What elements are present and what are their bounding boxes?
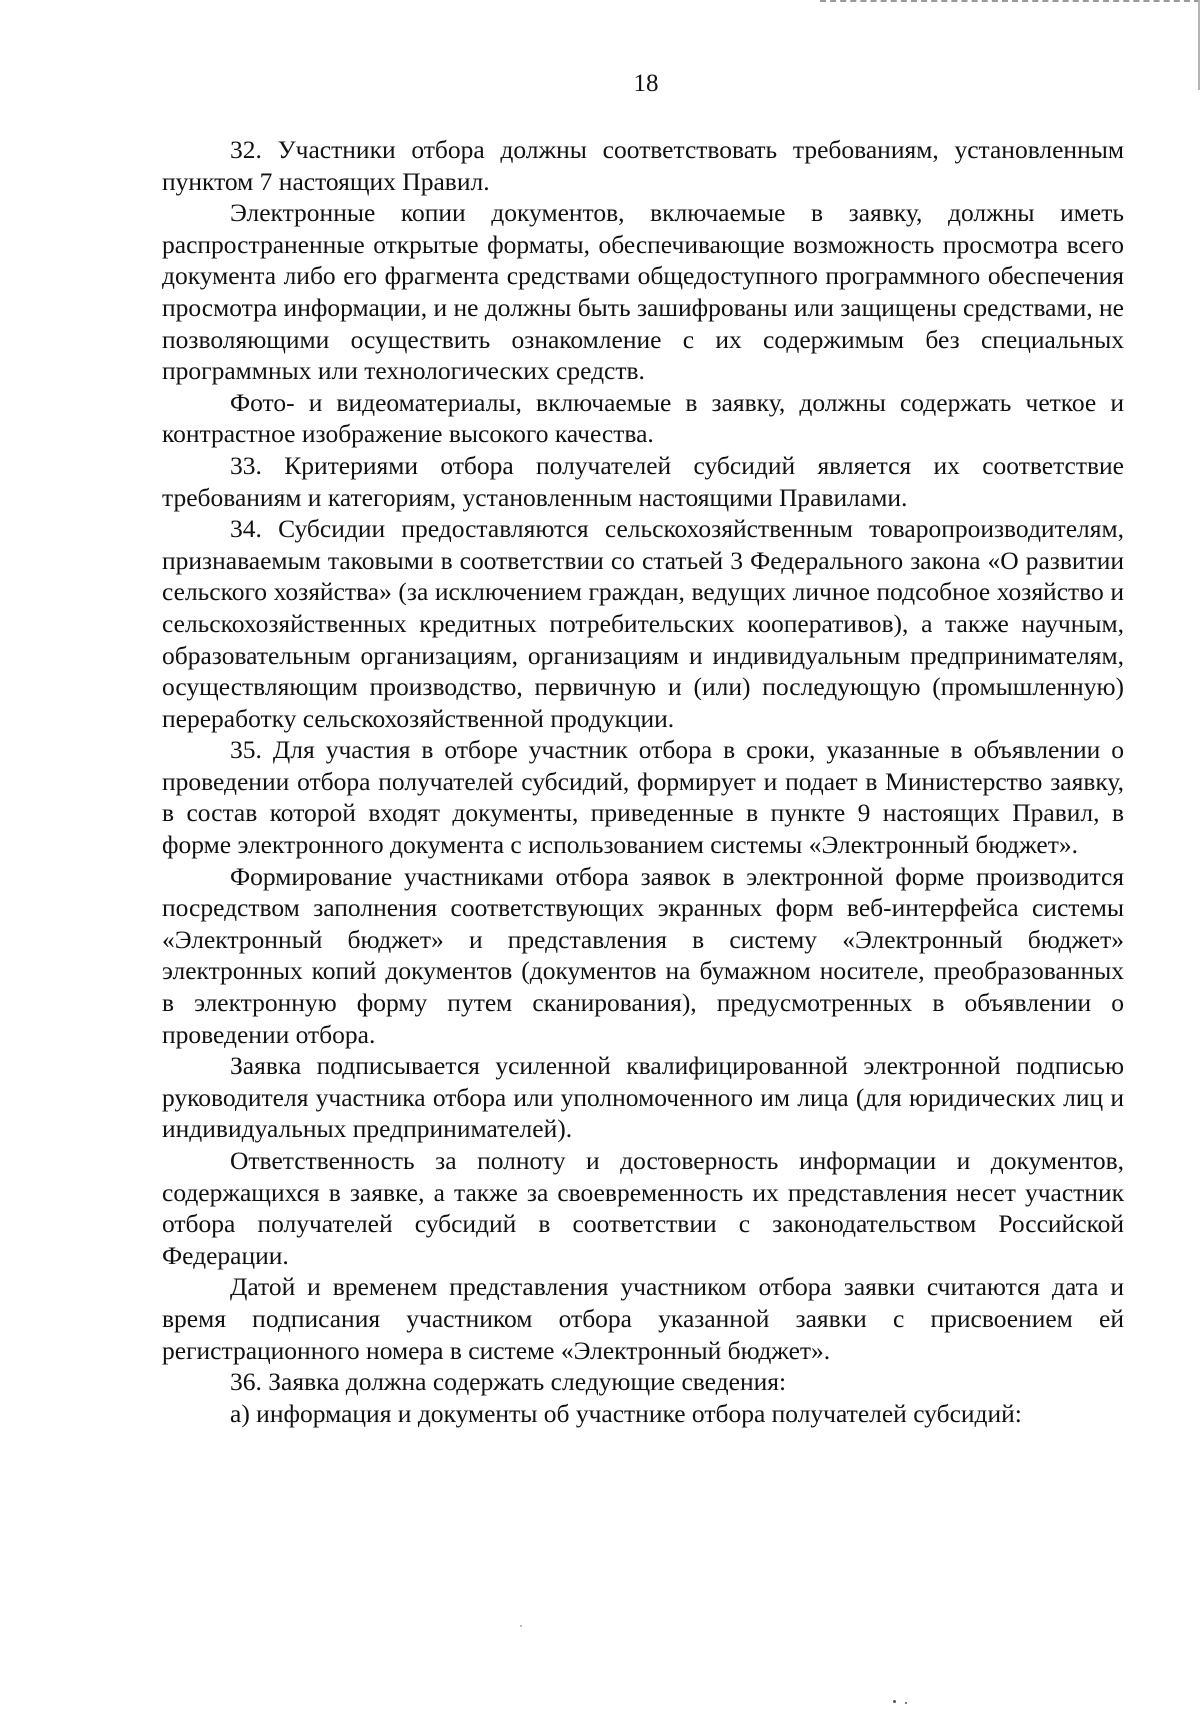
scan-border-line [820, 0, 1200, 2]
paragraph-36-a: а) информация и документы об участнике отбора получателей субсидий: [230, 1398, 1022, 1428]
paragraph-responsibility: Ответственность за полноту и достоверность информации и документов, содержащихся в заявке, а также за своевременность их представления несет участник отбора получателей субсидий в соответствии с законодательством Российской Федерации. [162, 1146, 1124, 1270]
scan-speck [893, 1700, 896, 1703]
paragraph-33: 33. Критериями отбора получателей субсидий является их соответствие требованиям и категориям, установленным настоящими Правилами. [162, 450, 1124, 512]
paragraph-32: 32. Участники отбора должны соответствовать требованиям, установленным пунктом 7 настоящих Правил. [162, 135, 1124, 196]
paragraph-35: 35. Для участия в отборе участник отбора в сроки, указанные в объявлении о проведении отбора получателей субсидий, формирует и подает в Министерство заявку, в состав которой входят документы, приведенные в пункте 9 настоящих Правил, в форме электронного документа с использованием системы «Электронный бюджет». [162, 735, 1124, 860]
paragraph-electronic-copies: Электронные копии документов, включаемые в заявку, должны иметь распространенные открытые форматы, обеспечивающие возможность просмотра всего документа либо его фрагмента средствами общедоступного программного обеспечения просмотра информации, и не должны быть зашифрованы или защищены средствами, не позволяющими осуществить ознакомление с их содержимым без специальных программных или технологических средств. [162, 198, 1125, 386]
page-number: 18 [633, 70, 659, 97]
paragraph-signature: Заявка подписывается усиленной квалифицированной электронной подписью руководителя участника отбора или уполномоченного им лица (для юридических лиц и индивидуальных предпринимателей). [162, 1051, 1124, 1144]
paragraph-date-time: Датой и временем представления участником отбора заявки считаются дата и время подписания участником отбора указанной заявки с присвоением ей регистрационного номера в системе «Электронный бюджет». [162, 1272, 1124, 1365]
paragraph-photo-video: Фото- и видеоматериалы, включаемые в заявку, должны содержать четкое и контрастное изображение высокого качества. [162, 387, 1124, 449]
scan-speck [905, 1702, 907, 1704]
paragraph-34: 34. Субсидии предоставляются сельскохозяйственным товаропроизводителям, признаваемым таковыми в соответствии со статьей 3 Федерального закона «О развитии сельского хозяйства» (за исключением граждан, ведущих личное подсобное хозяйство и сельскохозяйственных кредитных потребительских кооперативов), а также научным, образовательным организациям, организациям и индивидуальным предпринимателям, осуществляющим производство, первичную и (или) последующую (промышленную) переработку сельскохозяйственной продукции. [162, 514, 1124, 733]
document-body [162, 134, 1124, 1429]
paragraph-forming-applications: Формирование участниками отбора заявок в электронной форме производится посредством заполнения соответствующих экранных форм веб-интерфейса системы «Электронный бюджет» и представления в систему «Электронный бюджет» электронных копий документов (документов на бумажном носителе, преобразованных в электронную форму путем сканирования), предусмотренных в объявлении о проведении отбора. [162, 861, 1124, 1049]
scan-speck [520, 1625, 522, 1627]
paragraph-36: 36. Заявка должна содержать следующие сведения: [230, 1367, 787, 1397]
